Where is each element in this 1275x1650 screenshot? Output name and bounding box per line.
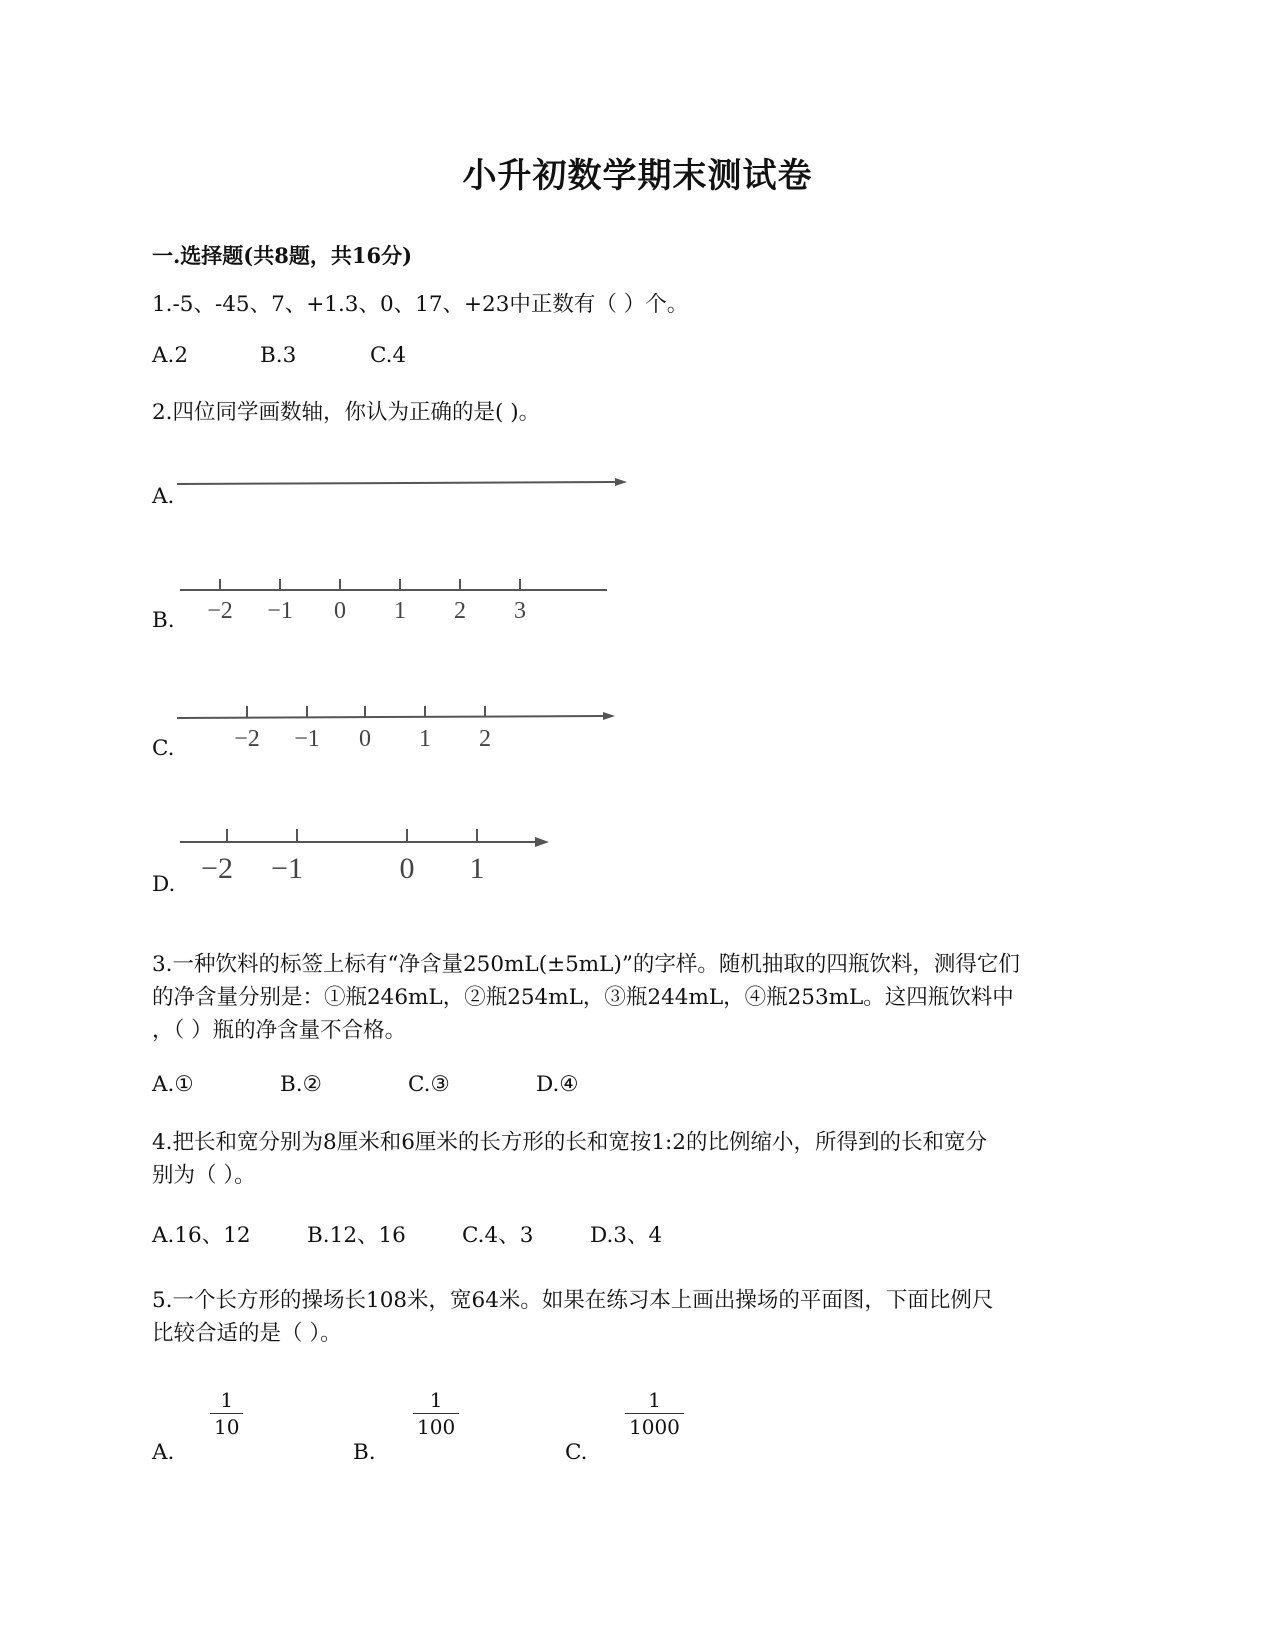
fraction-denominator: 1000 xyxy=(629,1415,680,1439)
q2-option-a: A. xyxy=(152,484,175,509)
q4-option-c: C.4、3 xyxy=(462,1223,534,1248)
q2-option-b: B. xyxy=(152,608,175,633)
tick-label: −2 xyxy=(207,598,233,624)
q5-option-c: C. xyxy=(565,1440,588,1465)
number-line-b xyxy=(175,568,615,626)
tick-label: 0 xyxy=(399,852,415,884)
fraction-numerator: 1 xyxy=(429,1388,443,1412)
tick-label: 0 xyxy=(359,726,371,752)
fraction-bar xyxy=(413,1413,459,1414)
tick-label: 1 xyxy=(469,852,485,884)
number-line-d xyxy=(175,818,575,884)
question-3-stem-line-2: 的净含量分别是：①瓶246mL，②瓶254mL，③瓶244mL，④瓶253mL。这四瓶饮料中 xyxy=(152,985,1014,1010)
fraction-denominator: 100 xyxy=(417,1415,456,1439)
fraction-1-100 xyxy=(413,1388,459,1439)
q1-option-b: B.3 xyxy=(260,343,297,368)
q2-option-d: D. xyxy=(152,872,176,897)
fraction-numerator: 1 xyxy=(220,1388,234,1412)
fraction-bar xyxy=(210,1413,243,1414)
number-line-c xyxy=(175,696,635,754)
page-title: 小升初数学期末测试卷 xyxy=(462,156,813,196)
fraction-bar xyxy=(625,1413,684,1414)
q4-option-d: D.3、4 xyxy=(590,1223,663,1248)
question-4-stem-line-2: 别为（ ）。 xyxy=(152,1163,256,1188)
q4-option-a: A.16、12 xyxy=(152,1223,251,1248)
fraction-numerator: 1 xyxy=(648,1388,661,1412)
tick-label: 0 xyxy=(334,598,346,624)
q3-option-a: A.① xyxy=(152,1072,194,1097)
tick-label: −1 xyxy=(271,852,303,884)
fraction-1-1000 xyxy=(625,1388,684,1439)
q3-option-c: C.③ xyxy=(408,1072,450,1097)
section-heading: 一.选择题(共8题，共16分) xyxy=(152,243,413,268)
tick-label: 2 xyxy=(454,598,466,624)
question-1-stem: 1.-5、-45、7、+1.3、0、17、+23中正数有（ ）个。 xyxy=(152,292,689,317)
q1-option-c: C.4 xyxy=(370,343,407,368)
q1-option-a: A.2 xyxy=(152,343,189,368)
tick-label: 3 xyxy=(514,598,526,624)
tick-label: −1 xyxy=(294,726,320,752)
q5-option-b: B. xyxy=(353,1440,376,1465)
question-5-stem-line-2: 比较合适的是（ ）。 xyxy=(152,1321,342,1346)
tick-label: 1 xyxy=(394,598,406,624)
q3-option-b: B.② xyxy=(280,1072,322,1097)
tick-label: −2 xyxy=(201,852,233,884)
tick-label: 2 xyxy=(479,726,491,752)
fraction-1-10 xyxy=(210,1388,243,1439)
q3-option-d: D.④ xyxy=(536,1072,579,1097)
q4-option-b: B.12、16 xyxy=(307,1223,406,1248)
q2-option-c: C. xyxy=(152,736,175,761)
question-4-stem-line-1: 4.把长和宽分别为8厘米和6厘米的长方形的长和宽按1:2的比例缩小，所得到的长和宽分 xyxy=(152,1130,987,1155)
number-line-a xyxy=(175,472,635,492)
question-2-stem: 2.四位同学画数轴，你认为正确的是( )。 xyxy=(152,400,541,425)
question-5-stem-line-1: 5.一个长方形的操场长108米，宽64米。如果在练习本上画出操场的平面图，下面比例尺 xyxy=(152,1288,994,1313)
fraction-denominator: 10 xyxy=(214,1415,240,1439)
question-3-stem-line-1: 3.一种饮料的标签上标有“净含量250mL(±5mL)”的字样。随机抽取的四瓶饮料，测得它们 xyxy=(152,952,1020,977)
question-3-stem-line-3: ，（ ）瓶的净含量不合格。 xyxy=(152,1018,407,1043)
tick-label: 1 xyxy=(419,726,431,752)
tick-label: −2 xyxy=(234,726,260,752)
q5-option-a: A. xyxy=(152,1440,175,1465)
tick-label: −1 xyxy=(267,598,293,624)
